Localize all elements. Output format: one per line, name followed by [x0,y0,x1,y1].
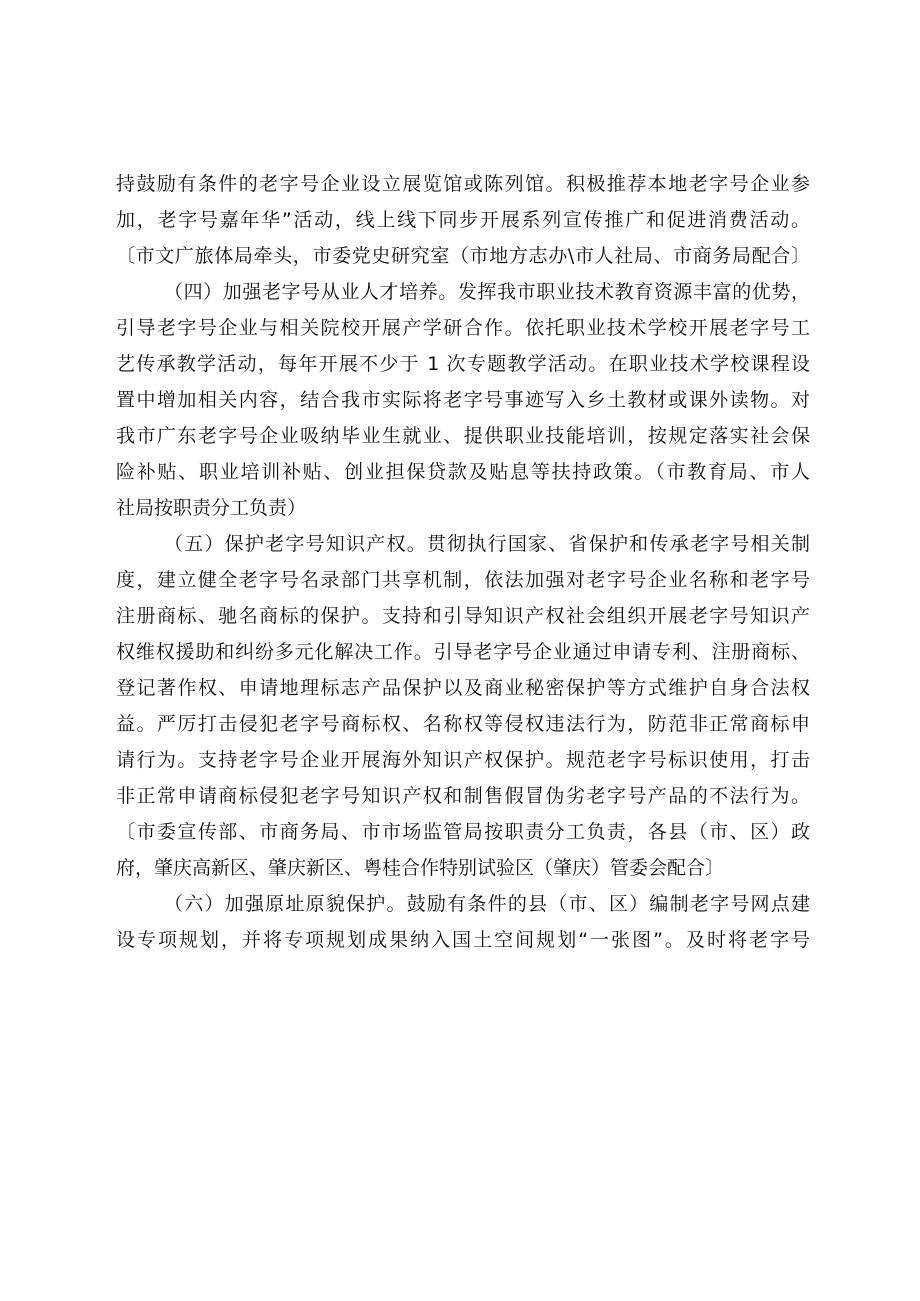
text-line: 登记著作权、申请地理标志产品保护以及商业秘密保护等方式维护自身合法权 [116,677,810,699]
text-line: 权维权援助和纠纷多元化解决工作。引导老字号企业通过申请专利、注册商标、 [116,641,810,663]
text-line: 〔市委宣传部、市商务局、市市场监管局按职责分工负责，各县（市、区）政 [116,821,810,843]
text-line: 度，建立健全老字号名录部门共享机制，依法加强对老字号企业名称和老字号 [116,569,810,591]
document-body [116,166,810,958]
text-line: 引导老字号企业与相关院校开展产学研合作。依托职业技术学校开展老字号工 [116,317,810,339]
text-line: 社局按职责分工负责） [116,497,307,519]
text-line: 艺传承教学活动，每年开展不少于 1 次专题教学活动。在职业技术学校课程设 [116,353,810,375]
text-line: 持鼓励有条件的老字号企业设立展览馆或陈列馆。积极推荐本地老字号企业参 [116,173,810,195]
section-four-heading-line: （四）加强老字号从业人才培养。发挥我市职业技术教育资源丰富的优势， [164,281,810,303]
section-six-heading-line: （六）加强原址原貌保护。鼓励有条件的县（市、区）编制老字号网点建 [164,893,810,915]
text-line: 注册商标、驰名商标的保护。支持和引导知识产权社会组织开展老字号知识产 [116,605,810,627]
text-line: 险补贴、职业培训补贴、创业担保贷款及贴息等扶持政策。（市教育局、市人 [116,461,810,483]
section-five-heading-line: （五）保护老字号知识产权。贯彻执行国家、省保护和传承老字号相关制 [164,533,810,555]
text-line: 非正常申请商标侵犯老字号知识产权和制售假冒伪劣老字号产品的不法行为。 [116,785,810,807]
text-line: 益。严厉打击侵犯老字号商标权、名称权等侵权违法行为，防范非正常商标申 [116,713,810,735]
text-line: 置中增加相关内容，结合我市实际将老字号事迹写入乡土教材或课外读物。对 [116,389,810,411]
text-line: 〔市文广旅体局牵头，市委党史研究室（市地方志办\市人社局、市商务局配合〕 [116,245,810,267]
text-line: 请行为。支持老字号企业开展海外知识产权保护。规范老字号标识使用，打击 [116,749,810,771]
text-line: 府，肇庆高新区、肇庆新区、粤桂合作特别试验区（肇庆）管委会配合〕 [116,857,725,879]
text-line: 加，老字号嘉年华”活动，线上线下同步开展系列宣传推广和促进消费活动。 [116,209,810,231]
text-line: 设专项规划，并将专项规划成果纳入国土空间规划“一张图”。及时将老字号 [116,929,810,951]
text-line: 我市广东老字号企业吸纳毕业生就业、提供职业技能培训，按规定落实社会保 [116,425,810,447]
